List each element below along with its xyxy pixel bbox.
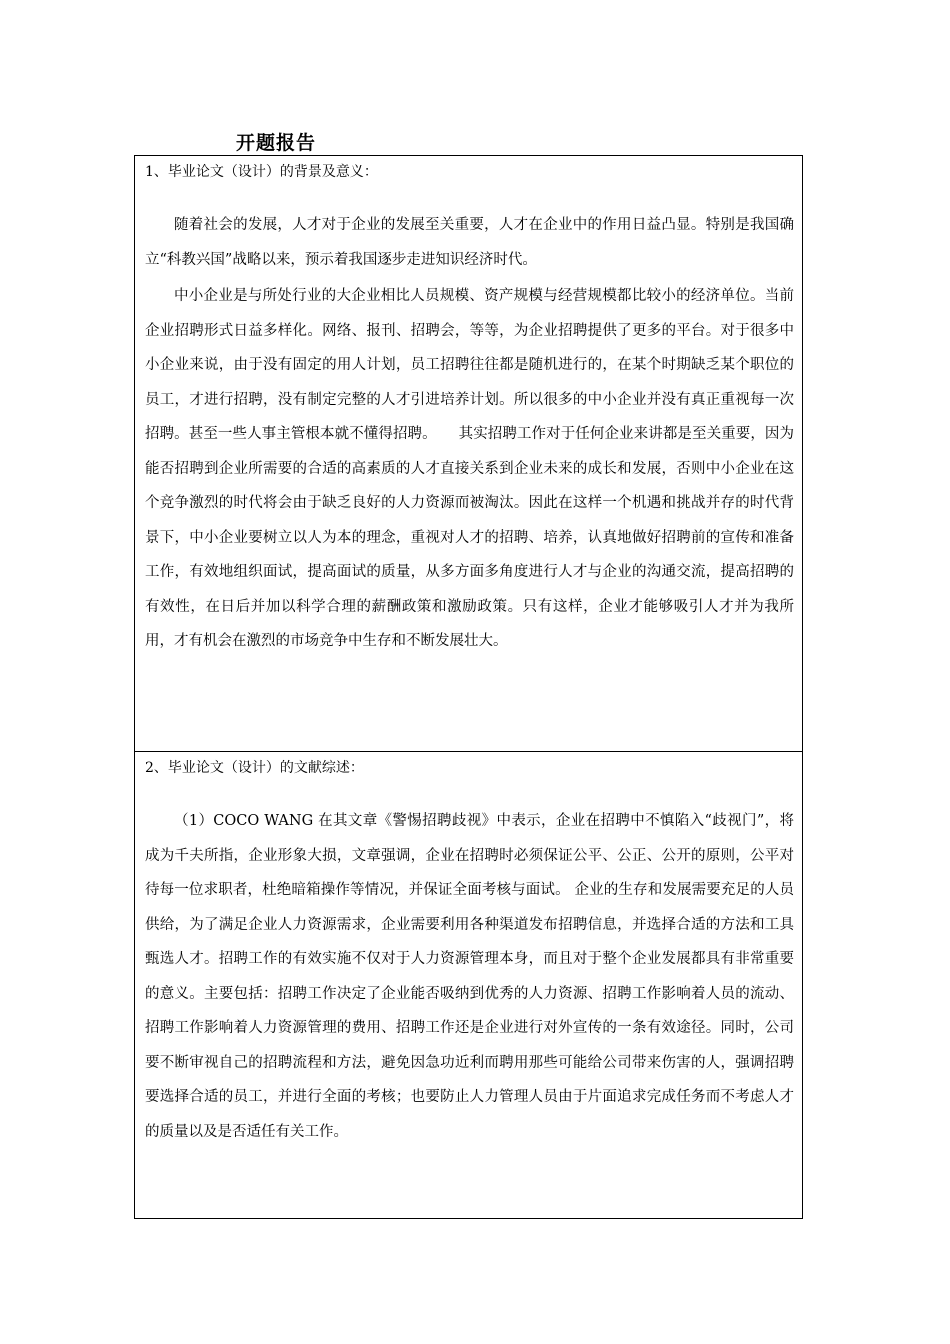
paragraph: （1）COCO WANG 在其文章《警惕招聘歧视》中表示，企业在招聘中不慎陷入“歧视门”，将成为千夫所指，企业形象大损，文章强调，企业在招聘时必须保证公平、公正、公开的原则，公平对待每一位求职者，杜绝暗箱操作等情况，并保证全面考核与面试。 企业的生存和发展需要充足的人员供给，为了满足企业人力资源需求，企业需要利用各种渠道发布招聘信息，并选择合适的方法和工具甄选人才。招聘工作的有效实施不仅对于人力资源管理本身，而且对于整个企业发展都具有非常重要的意义。主要包括：招聘工作决定了企业能否吸纳到优秀的人力资源、招聘工作影响着人员的流动、招聘工作影响着人力资源管理的费用、招聘工作还是企业进行对外宣传的一条有效途径。同时，公司要不断审视自己的招聘流程和方法，避免因急功近利而聘用那些可能给公司带来伤害的人，强调招聘要选择合适的员工，并进行全面的考核；也要防止人力管理人员由于片面追求完成任务而不考虑人才的质量以及是否适任有关工作。: [145, 813, 794, 1140]
section-heading: 1、毕业论文（设计）的背景及意义：: [145, 164, 378, 180]
section-background: [135, 156, 802, 752]
paragraph: 中小企业是与所处行业的大企业相比人员规模、资产规模与经营规模都比较小的经济单位。当前企业招聘形式日益多样化。网络、报刊、招聘会，等等，为企业招聘提供了更多的平台。对于很多中小企业来说，由于没有固定的用人计划，员工招聘往往都是随机进行的，在某个时期缺乏某个职位的员工，才进行招聘，没有制定完整的人才引进培养计划。所以很多的中小企业并没有真正重视每一次招聘。甚至一些人事主管根本就不懂得招聘。 其实招聘工作对于任何企业来讲都是至关重要，因为能否招聘到企业所需要的合适的高素质的人才直接关系到企业未来的成长和发展，否则中小企业在这个竞争激烈的时代将会由于缺乏良好的人力资源而被淘汰。因此在这样一个机遇和挑战并存的时代背景下，中小企业要树立以人为本的理念，重视对人才的招聘、培养，认真地做好招聘前的宣传和准备工作，有效地组织面试，提高面试的质量，从多方面多角度进行人才与企业的沟通交流，提高招聘的有效性，在日后并加以科学合理的薪酬政策和激励政策。只有这样，企业才能够吸引人才并为我所用，才有机会在激烈的市场竞争中生存和不断发展壮大。: [145, 288, 794, 649]
section-heading: 2、毕业论文（设计）的文献综述：: [145, 760, 364, 776]
section-literature-review: [135, 752, 802, 1218]
page-title: 开题报告: [236, 132, 317, 154]
paragraph: 随着社会的发展，人才对于企业的发展至关重要，人才在企业中的作用日益凸显。特别是我国确立“科教兴国”战略以来，预示着我国逐步走进知识经济时代。: [145, 217, 794, 268]
report-table: [134, 155, 803, 1219]
